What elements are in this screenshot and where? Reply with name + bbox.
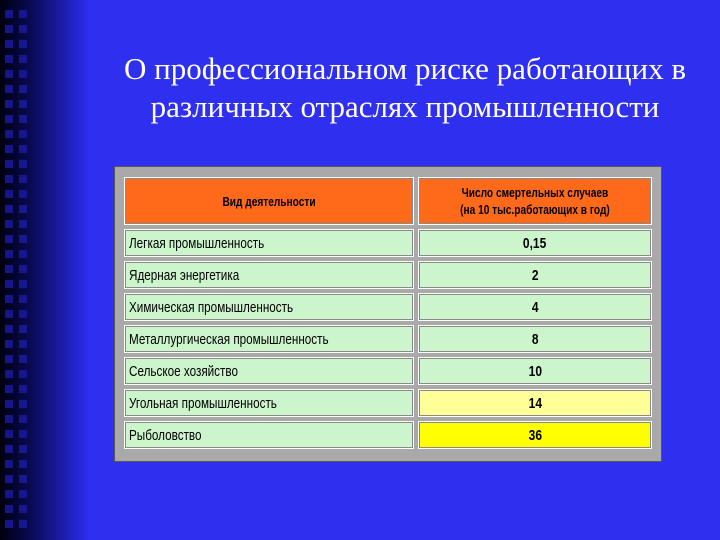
row-name: Металлургическая промышленность [129,330,329,348]
row-name: Ядерная энергетика [129,266,240,284]
decorative-square [19,175,27,183]
risk-table-frame [114,166,662,462]
decorative-square-row [5,235,27,243]
decorative-square [19,415,27,423]
decorative-square [5,100,13,108]
row-name-cell [124,293,414,321]
row-value: 36 [528,426,542,444]
decorative-square [5,265,13,273]
decorative-square-row [5,505,27,513]
decorative-square-row [5,100,27,108]
decorative-square-row [5,295,27,303]
decorative-square [5,55,13,63]
row-value: 2 [531,266,539,284]
decorative-square [5,445,13,453]
decorative-square [5,40,13,48]
decorative-square [5,400,13,408]
decorative-square [5,505,13,513]
decorative-square [5,325,13,333]
decorative-square-row [5,130,27,138]
decorative-square-row [5,145,27,153]
decorative-square-row [5,385,27,393]
decorative-square-row [5,175,27,183]
decorative-square-row [5,25,27,33]
table-row [124,293,652,321]
row-value: 0,15 [523,234,547,252]
decorative-square-row [5,445,27,453]
decorative-square [5,370,13,378]
decorative-square-row [5,280,27,288]
table-row [124,421,652,449]
decorative-square [19,385,27,393]
decorative-square [19,160,27,168]
row-name: Угольная промышленность [129,394,277,412]
decorative-square [19,85,27,93]
decorative-square-row [5,10,27,18]
decorative-square [19,55,27,63]
decorative-square [19,280,27,288]
header-activity-cell [124,177,414,225]
row-value-cell-highlight [418,421,652,449]
decorative-square [19,190,27,198]
row-value-cell [418,325,652,353]
row-value: 14 [528,394,542,412]
decorative-square [5,490,13,498]
decorative-square-row [5,220,27,228]
decorative-square-row [5,205,27,213]
header-deaths-line1: Число смертельных случаев [461,185,609,200]
row-name-cell [124,229,414,257]
decorative-square [19,430,27,438]
row-value-cell [418,261,652,289]
row-name: Сельское хозяйство [129,362,238,380]
decorative-square [19,100,27,108]
decorative-square [5,205,13,213]
decorative-square-row [5,400,27,408]
decorative-square [5,220,13,228]
header-deaths-line2: (на 10 тыс.работающих в год) [460,202,610,217]
decorative-square-row [5,115,27,123]
decorative-square [5,385,13,393]
decorative-square [5,115,13,123]
decorative-square [19,220,27,228]
decorative-square [19,295,27,303]
decorative-square-row [5,310,27,318]
left-decorative-band [0,0,90,540]
slide-title [90,50,720,126]
decorative-square [19,235,27,243]
decorative-square [19,145,27,153]
decorative-square [5,340,13,348]
decorative-square [5,475,13,483]
decorative-square [19,10,27,18]
decorative-square [19,70,27,78]
risk-table [120,173,656,453]
decorative-square-row [5,520,27,528]
decorative-square [5,355,13,363]
decorative-square [5,160,13,168]
decorative-square [19,370,27,378]
row-value-cell-highlight [418,389,652,417]
decorative-square-row [5,490,27,498]
decorative-square [19,505,27,513]
row-name: Легкая промышленность [129,234,265,252]
header-deaths [460,184,610,218]
table-row [124,325,652,353]
decorative-square [19,460,27,468]
decorative-squares [5,10,27,535]
decorative-square-row [5,85,27,93]
decorative-square [19,130,27,138]
table-row [124,357,652,385]
decorative-square-row [5,40,27,48]
decorative-square [19,115,27,123]
decorative-square [19,205,27,213]
header-activity: Вид деятельности [222,193,316,209]
decorative-square [5,310,13,318]
slide-title-line2: различных отраслях промышленности [150,89,660,124]
decorative-square [5,295,13,303]
decorative-square [5,430,13,438]
row-value-cell [418,229,652,257]
decorative-square [19,400,27,408]
row-value-cell [418,293,652,321]
decorative-square-row [5,55,27,63]
decorative-square [5,175,13,183]
decorative-square [19,250,27,258]
decorative-square-row [5,415,27,423]
table-header-row [124,177,652,225]
decorative-square [19,40,27,48]
decorative-square [19,475,27,483]
decorative-square-row [5,265,27,273]
header-deaths-cell [418,177,652,225]
decorative-square [5,10,13,18]
row-name: Химическая промышленность [129,298,294,316]
decorative-square [5,250,13,258]
decorative-square-row [5,460,27,468]
decorative-square [19,25,27,33]
decorative-square-row [5,355,27,363]
row-value: 4 [531,298,539,316]
decorative-square-row [5,430,27,438]
decorative-square [5,280,13,288]
decorative-square [5,415,13,423]
decorative-square [5,130,13,138]
row-name: Рыболовство [129,426,202,444]
decorative-square [5,145,13,153]
decorative-square-row [5,325,27,333]
row-value: 8 [531,330,539,348]
slide-title-line1: О профессиональном риске работающих в [123,51,686,86]
decorative-square [5,25,13,33]
decorative-square [5,85,13,93]
row-name-cell [124,389,414,417]
decorative-square-row [5,475,27,483]
decorative-square-row [5,160,27,168]
decorative-square [19,310,27,318]
decorative-square-row [5,340,27,348]
decorative-square-row [5,70,27,78]
decorative-square [19,325,27,333]
decorative-square-row [5,370,27,378]
decorative-square [5,235,13,243]
decorative-square [19,490,27,498]
row-name-cell [124,325,414,353]
row-value: 10 [528,362,542,380]
decorative-square [19,445,27,453]
decorative-square [19,265,27,273]
row-value-cell [418,357,652,385]
decorative-square [5,520,13,528]
table-row [124,261,652,289]
decorative-square-row [5,190,27,198]
decorative-square [5,190,13,198]
decorative-square [19,520,27,528]
table-row [124,229,652,257]
row-name-cell [124,421,414,449]
row-name-cell [124,357,414,385]
table-row [124,389,652,417]
decorative-square [5,70,13,78]
decorative-square [5,460,13,468]
decorative-square-row [5,250,27,258]
decorative-square [19,355,27,363]
row-name-cell [124,261,414,289]
decorative-square [19,340,27,348]
